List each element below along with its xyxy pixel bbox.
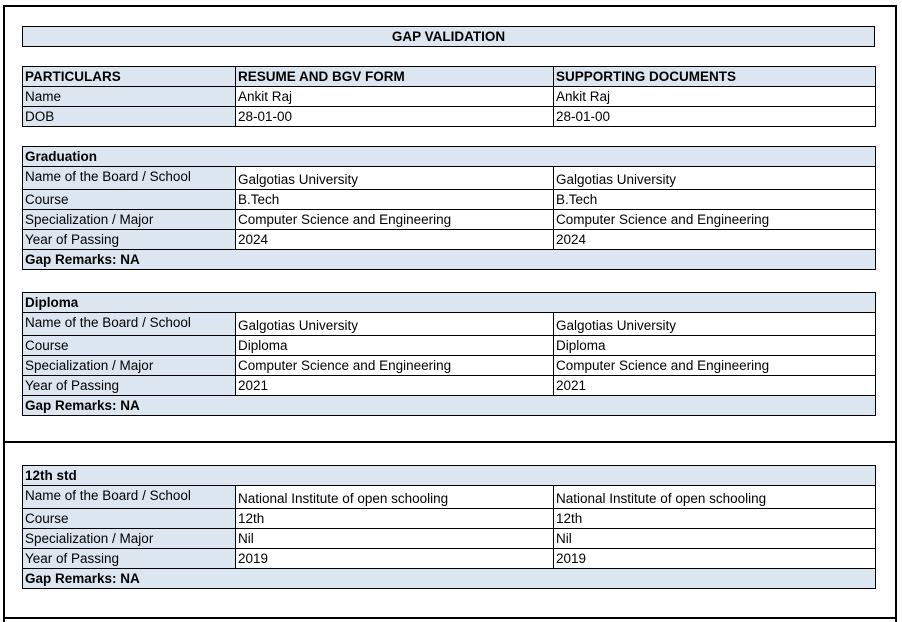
gap-remark: Gap Remarks: NA xyxy=(23,396,876,416)
row-label: Year of Passing xyxy=(23,549,236,569)
row-label: Name xyxy=(23,87,236,107)
diploma-table xyxy=(22,292,876,416)
docs-value: 12th xyxy=(554,509,876,529)
docs-value: Computer Science and Engineering xyxy=(554,356,876,376)
table-row xyxy=(23,549,876,569)
docs-value: Diploma xyxy=(554,336,876,356)
resume-value: Nil xyxy=(236,529,554,549)
row-label: Name of the Board / School xyxy=(23,167,236,190)
resume-value: 28-01-00 xyxy=(236,107,554,127)
header-row xyxy=(23,67,876,87)
section-heading: Graduation xyxy=(23,147,876,167)
docs-value: Galgotias University xyxy=(554,167,876,190)
table-row xyxy=(23,230,876,250)
page-title: GAP VALIDATION xyxy=(23,27,875,47)
table-row xyxy=(23,486,876,509)
table-row xyxy=(23,313,876,336)
resume-value: Ankit Raj xyxy=(236,87,554,107)
row-label: Year of Passing xyxy=(23,376,236,396)
gap-remark: Gap Remarks: NA xyxy=(23,569,876,589)
resume-value: Diploma xyxy=(236,336,554,356)
gap-remark: Gap Remarks: NA xyxy=(23,250,876,270)
docs-value: Nil xyxy=(554,529,876,549)
row-label: Course xyxy=(23,509,236,529)
graduation-table xyxy=(22,146,876,270)
table-row xyxy=(23,87,876,107)
table-row xyxy=(23,167,876,190)
docs-value: B.Tech xyxy=(554,190,876,210)
resume-value: Computer Science and Engineering xyxy=(236,356,554,376)
docs-value: Galgotias University xyxy=(554,313,876,336)
row-label: Specialization / Major xyxy=(23,356,236,376)
resume-value: Galgotias University xyxy=(236,313,554,336)
docs-value: National Institute of open schooling xyxy=(554,486,876,509)
resume-value: 12th xyxy=(236,509,554,529)
row-label: DOB xyxy=(23,107,236,127)
docs-value: 28-01-00 xyxy=(554,107,876,127)
resume-value: Galgotias University xyxy=(236,167,554,190)
section-heading: 12th std xyxy=(23,466,876,486)
table-row xyxy=(23,210,876,230)
table-row xyxy=(23,336,876,356)
header-resume: RESUME AND BGV FORM xyxy=(236,67,554,87)
docs-value: 2019 xyxy=(554,549,876,569)
section-heading: Diploma xyxy=(23,293,876,313)
resume-value: 2021 xyxy=(236,376,554,396)
header-docs: SUPPORTING DOCUMENTS xyxy=(554,67,876,87)
docs-value: Ankit Raj xyxy=(554,87,876,107)
docs-value: 2021 xyxy=(554,376,876,396)
table-row xyxy=(23,376,876,396)
docs-value: Computer Science and Engineering xyxy=(554,210,876,230)
row-label: Name of the Board / School xyxy=(23,486,236,509)
resume-value: Computer Science and Engineering xyxy=(236,210,554,230)
header-particulars: PARTICULARS xyxy=(23,67,236,87)
table-row xyxy=(23,190,876,210)
row-label: Course xyxy=(23,190,236,210)
table-row xyxy=(23,107,876,127)
row-label: Year of Passing xyxy=(23,230,236,250)
row-label: Specialization / Major xyxy=(23,529,236,549)
personal-table xyxy=(22,66,876,127)
table-row xyxy=(23,529,876,549)
row-label: Specialization / Major xyxy=(23,210,236,230)
resume-value: 2019 xyxy=(236,549,554,569)
row-label: Name of the Board / School xyxy=(23,313,236,336)
docs-value: 2024 xyxy=(554,230,876,250)
resume-value: 2024 xyxy=(236,230,554,250)
table-row xyxy=(23,509,876,529)
table-row xyxy=(23,356,876,376)
resume-value: National Institute of open schooling xyxy=(236,486,554,509)
resume-value: B.Tech xyxy=(236,190,554,210)
twelfth-table xyxy=(22,465,876,589)
title-table xyxy=(22,26,875,47)
row-label: Course xyxy=(23,336,236,356)
